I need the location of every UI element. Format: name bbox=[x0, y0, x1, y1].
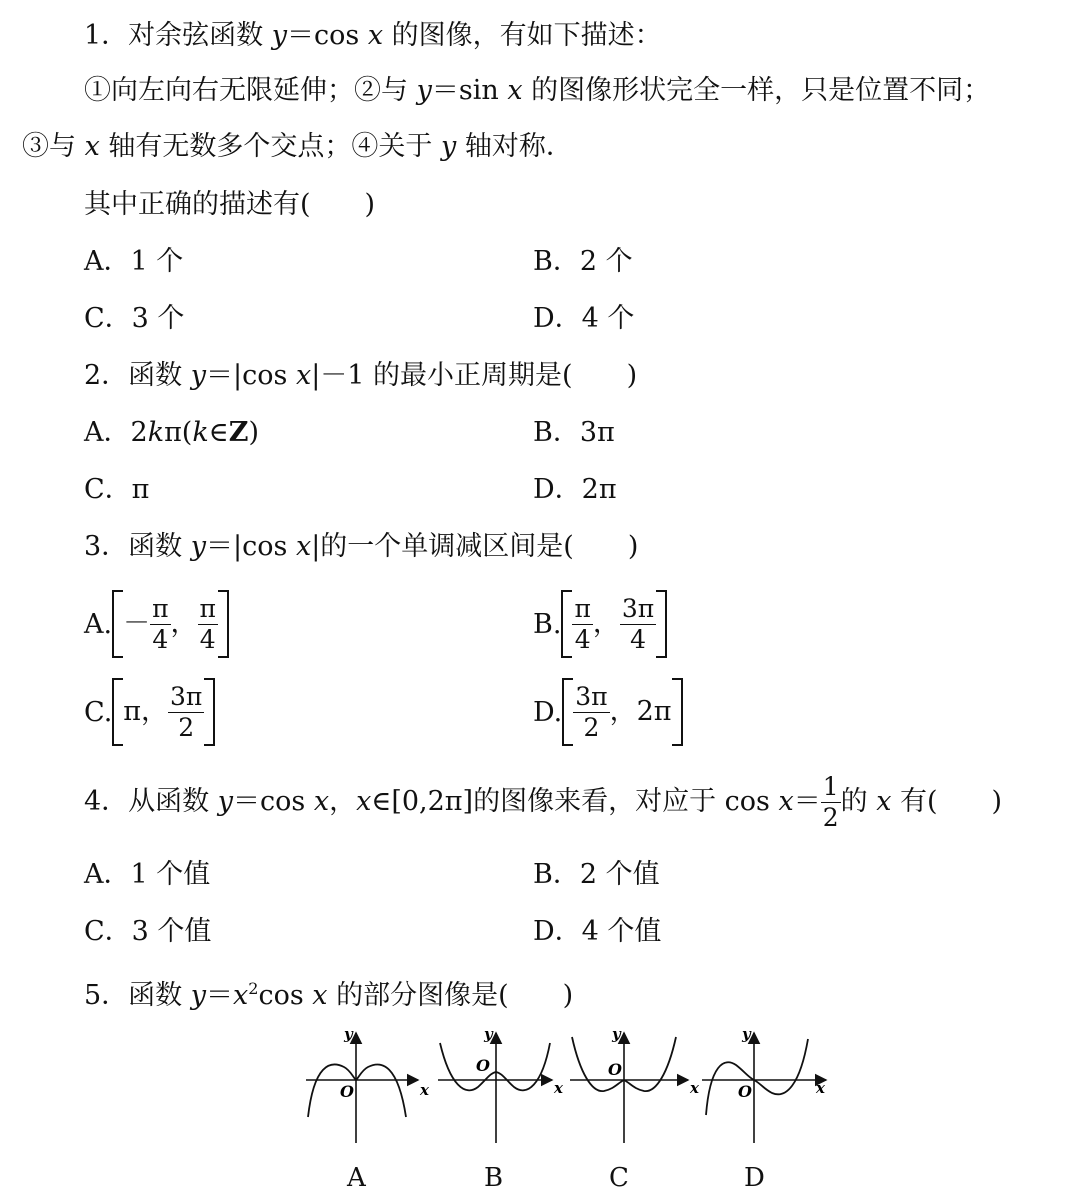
q1-stem bbox=[84, 18, 662, 54]
q3-option-b[interactable] bbox=[533, 590, 667, 658]
var-x: x bbox=[507, 75, 523, 106]
q3-stem-post: |的一个单调减区间是( ) bbox=[311, 531, 639, 562]
q1-desc1-a: ①向左向右无限延伸；②与 bbox=[84, 75, 417, 106]
numerator: π bbox=[152, 593, 169, 623]
q1-desc1-b: ＝sin bbox=[431, 75, 508, 106]
q4-option-b[interactable]: B．2 个值 bbox=[533, 859, 660, 890]
denominator: 4 bbox=[199, 624, 216, 654]
left-bracket bbox=[562, 678, 573, 746]
q3-option-a[interactable] bbox=[84, 590, 229, 658]
y-label: y bbox=[742, 1025, 751, 1043]
fraction bbox=[573, 682, 609, 743]
right-bracket bbox=[656, 590, 667, 658]
q5-eq: ＝ bbox=[206, 980, 234, 1011]
q2-stem bbox=[84, 358, 637, 394]
var-x: x bbox=[295, 531, 312, 562]
var-k: k bbox=[192, 417, 209, 448]
graph-c[interactable] bbox=[570, 1025, 700, 1143]
q2-stem-pre: 2．函数 bbox=[84, 360, 191, 391]
q1-desc2-b: 轴有无数多个交点；④关于 bbox=[99, 131, 441, 162]
q2-a-pre: A．2 bbox=[84, 417, 148, 448]
origin-label: O bbox=[476, 1056, 490, 1075]
graph-a[interactable] bbox=[306, 1025, 430, 1143]
origin-label: O bbox=[738, 1082, 752, 1101]
q3-c-interval bbox=[84, 678, 215, 746]
var-y: y bbox=[217, 786, 234, 817]
numerator: π bbox=[574, 593, 591, 623]
q2-option-b[interactable]: B．3π bbox=[533, 417, 615, 448]
q4-option-c[interactable]: C．3 个值 bbox=[84, 916, 212, 947]
separator: ， bbox=[592, 608, 620, 639]
x-label: x bbox=[554, 1079, 563, 1097]
q1-option-b[interactable]: B．2 个 bbox=[533, 246, 633, 277]
q2-stem-post: |－1 的最小正周期是( ) bbox=[311, 360, 638, 391]
fraction-one-half bbox=[821, 772, 841, 833]
q4-stem-end: 有( ) bbox=[891, 786, 1003, 817]
var-x: x bbox=[778, 786, 794, 817]
option-label: B. bbox=[533, 609, 562, 640]
var-y: y bbox=[190, 531, 207, 562]
left-bracket bbox=[112, 678, 123, 746]
y-label: y bbox=[344, 1025, 353, 1043]
var-x: x bbox=[312, 980, 328, 1011]
left-bracket bbox=[561, 590, 572, 658]
x-label: x bbox=[420, 1081, 429, 1099]
q4-option-a[interactable]: A．1 个值 bbox=[84, 859, 211, 890]
q4-range: ∈[0,2π]的图像来看，对应于 cos bbox=[371, 786, 779, 817]
fraction bbox=[572, 594, 592, 655]
var-y: y bbox=[271, 20, 288, 51]
right-bracket bbox=[204, 678, 215, 746]
curve bbox=[440, 1043, 550, 1090]
q5-graphs bbox=[300, 1025, 840, 1150]
q1-stem-pre: 1．对余弦函数 bbox=[84, 20, 272, 51]
graph-label-d[interactable]: D bbox=[744, 1163, 765, 1193]
q1-desc1-c: 的图像形状完全一样，只是位置不同； bbox=[522, 75, 991, 106]
q1-option-a[interactable]: A．1 个 bbox=[84, 246, 184, 277]
fraction bbox=[620, 594, 656, 655]
q3-b-interval bbox=[533, 590, 667, 658]
right-bracket bbox=[218, 590, 229, 658]
q1-desc-line2 bbox=[22, 129, 573, 165]
var-x: x bbox=[233, 980, 249, 1011]
numerator: 3π bbox=[575, 681, 608, 711]
q3-option-c[interactable] bbox=[84, 678, 215, 746]
interval-end: 2π bbox=[636, 696, 672, 727]
var-x: x bbox=[84, 131, 100, 162]
q4-comma: ， bbox=[329, 786, 357, 817]
separator: ， bbox=[609, 696, 637, 727]
numerator: 1 bbox=[822, 772, 839, 801]
var-y: y bbox=[416, 75, 432, 106]
fraction bbox=[150, 594, 170, 655]
numerator: π bbox=[199, 593, 216, 623]
q3-stem bbox=[84, 529, 638, 565]
numerator: 3π bbox=[170, 681, 203, 711]
q3-stem-mid: ＝|cos bbox=[206, 531, 296, 562]
q1-desc-line1 bbox=[84, 73, 990, 109]
graph-label-c[interactable]: C bbox=[609, 1163, 629, 1193]
var-x: x bbox=[876, 786, 892, 817]
numerator: 3π bbox=[621, 593, 655, 623]
y-label: y bbox=[612, 1025, 621, 1043]
q3-stem-pre: 3．函数 bbox=[84, 531, 191, 562]
fraction bbox=[168, 682, 204, 743]
set-z: Z bbox=[228, 417, 249, 448]
var-y: y bbox=[190, 980, 207, 1011]
q5-stem bbox=[84, 971, 573, 1014]
interval-start: π， bbox=[123, 696, 169, 727]
q4-stem-post: 的 bbox=[840, 786, 877, 817]
denominator: 2 bbox=[822, 803, 839, 832]
left-bracket bbox=[112, 590, 123, 658]
q5-stem-post: 的部分图像是( ) bbox=[327, 980, 574, 1011]
origin-label: O bbox=[608, 1060, 622, 1079]
var-y: y bbox=[190, 360, 207, 391]
var-x: x bbox=[295, 360, 312, 391]
minus-sign: － bbox=[123, 608, 151, 639]
q4-eq: ＝cos bbox=[233, 786, 314, 817]
graph-b[interactable] bbox=[438, 1025, 564, 1143]
q3-option-d[interactable] bbox=[533, 678, 683, 746]
q2-a-mid: π( bbox=[164, 417, 193, 448]
q5-stem-pre: 5．函数 bbox=[84, 980, 191, 1011]
q1-stem-post: 的图像，有如下描述： bbox=[383, 20, 662, 51]
var-x: x bbox=[356, 786, 372, 817]
curve bbox=[308, 1064, 406, 1117]
q1-ask: 其中正确的描述有( ) bbox=[84, 189, 376, 220]
graph-label-b[interactable]: B bbox=[484, 1163, 504, 1193]
q1-eq: ＝cos bbox=[287, 20, 368, 51]
denominator: 4 bbox=[574, 624, 591, 654]
option-label: A. bbox=[84, 609, 113, 640]
q2-a-end: ) bbox=[248, 417, 259, 448]
denominator: 4 bbox=[152, 624, 169, 654]
origin-label: O bbox=[340, 1082, 354, 1101]
option-label: C. bbox=[84, 697, 113, 728]
graph-label-a[interactable]: A bbox=[347, 1163, 366, 1193]
q4-eq2: ＝ bbox=[793, 786, 821, 817]
q2-option-c[interactable]: C．π bbox=[84, 474, 150, 505]
q1-desc2-a: ③与 bbox=[22, 131, 85, 162]
q1-option-d[interactable]: D．4 个 bbox=[533, 303, 635, 334]
exponent: 2 bbox=[248, 979, 259, 998]
graph-d[interactable] bbox=[702, 1025, 826, 1143]
q4-option-d[interactable]: D．4 个值 bbox=[533, 916, 662, 947]
var-x: x bbox=[313, 786, 330, 817]
q4-stem-pre: 4．从函数 bbox=[84, 786, 218, 817]
q2-stem-mid: ＝|cos bbox=[206, 360, 296, 391]
q2-option-a[interactable] bbox=[84, 415, 259, 451]
q5-cos: cos bbox=[258, 980, 313, 1011]
fraction bbox=[198, 594, 218, 655]
x-label: x bbox=[816, 1079, 825, 1097]
var-k: k bbox=[147, 417, 165, 448]
q3-a-interval bbox=[84, 590, 229, 658]
q3-d-interval bbox=[533, 678, 683, 746]
separator: ， bbox=[170, 608, 198, 639]
denominator: 4 bbox=[630, 624, 646, 654]
option-label: D. bbox=[533, 697, 563, 728]
q2-option-d[interactable]: D．2π bbox=[533, 474, 617, 505]
right-bracket bbox=[672, 678, 683, 746]
curve bbox=[706, 1039, 808, 1115]
var-x: x bbox=[367, 20, 384, 51]
y-label: y bbox=[484, 1025, 493, 1043]
q1-desc2-c: 轴对称． bbox=[456, 131, 573, 162]
denominator: 2 bbox=[178, 712, 195, 742]
denominator: 2 bbox=[583, 712, 600, 742]
q1-option-c[interactable]: C．3 个 bbox=[84, 303, 185, 334]
x-label: x bbox=[690, 1079, 699, 1097]
q4-stem bbox=[84, 772, 1002, 833]
var-y: y bbox=[441, 131, 457, 162]
q2-a-in: ∈ bbox=[208, 417, 229, 448]
